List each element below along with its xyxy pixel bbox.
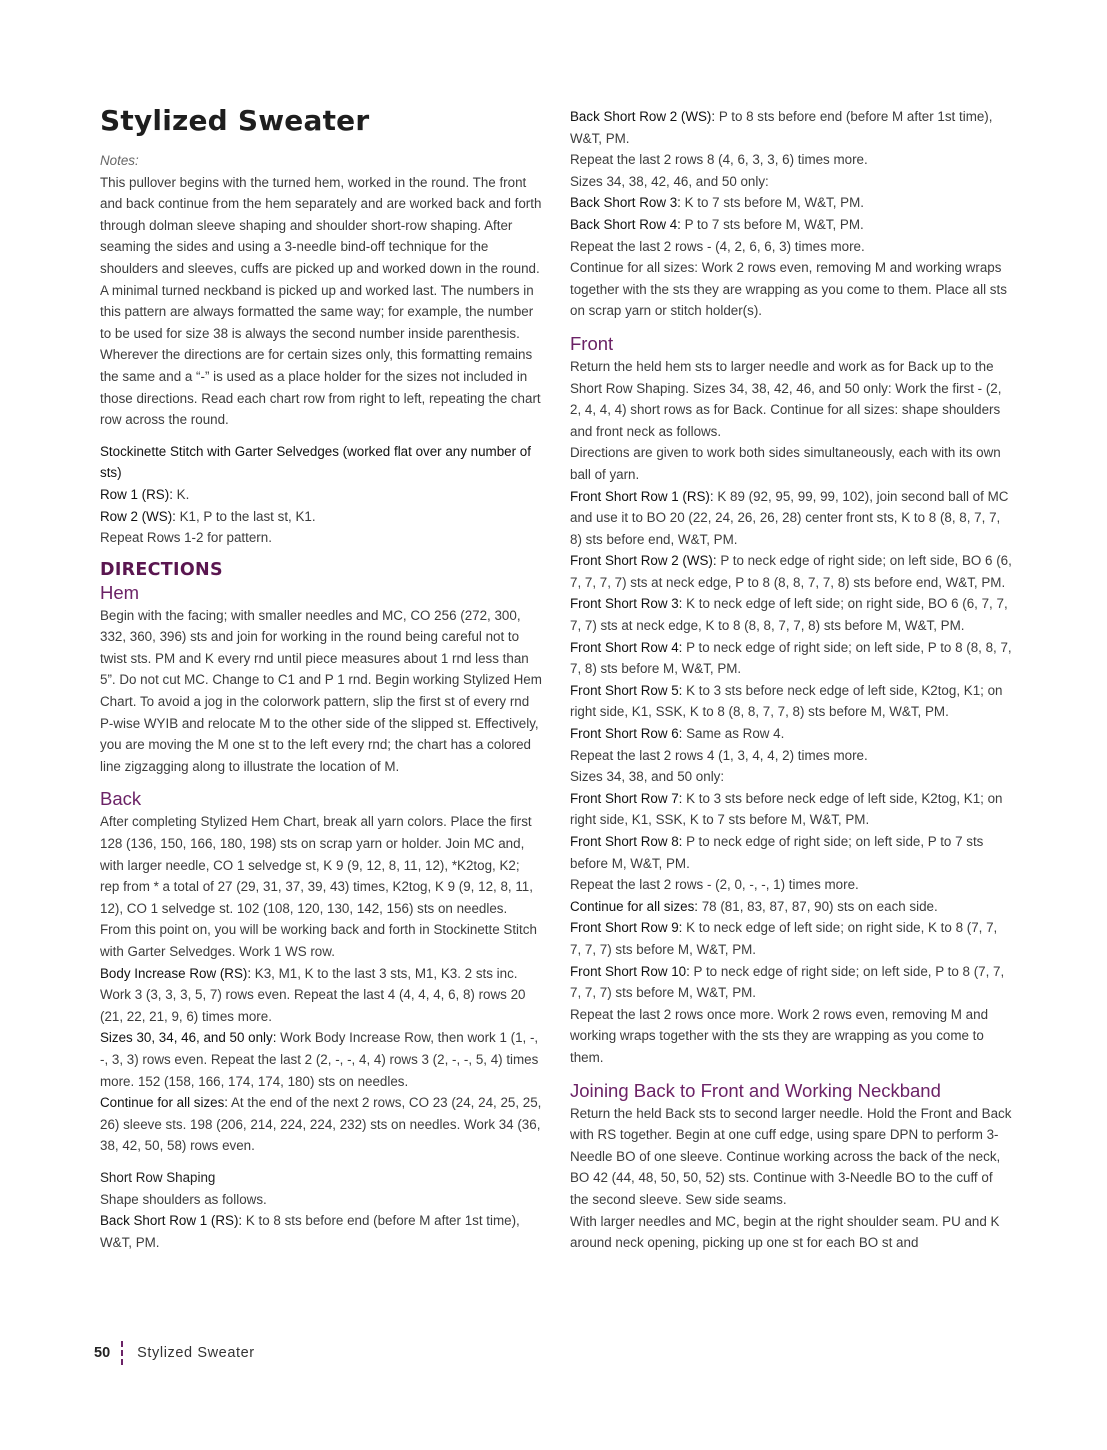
back-sizes: Sizes 30, 34, 46, and 50 only: Work Body Increase Row, then work 1 (1, -, -, 3, 3) rows even. Repeat the last 2 (2, -, -, 4, 4) rows 3 (2, -, -, 5, 4) times more. 152 (158, 166, 174, 174, 180) sts on needles.	[100, 1030, 539, 1089]
body-increase-row: Body Increase Row (RS): K3, M1, K to the last 3 sts, M1, K3. 2 sts inc. Work 3 (3, 3, 3, 5, 7) rows even. Repeat the last 4 (4, 4, 4, 6, 8) rows 20 (21, 22, 21, 9, 6) times more.	[100, 965, 526, 1024]
front-short-row-3: Front Short Row 3: K to neck edge of left side; on right side, BO 6 (6, 7, 7, 7, 7) sts at neck edge, K to 8 (8, 8, 7, 7, 8) sts before M, W&T, PM.	[570, 596, 1008, 634]
back-continue-2: Continue for all sizes: Work 2 rows even, removing M and working wraps together with the sts they are wrapping as you come to them. Place all sts on scrap yarn or stitch holder(s).	[570, 260, 1007, 319]
notes-label: Notes:	[100, 153, 139, 168]
left-column	[100, 150, 542, 1253]
notes-text: This pullover begins with the turned hem, worked in the round. The front and back continue from the hem separately and are worked back and forth through dolman sleeve shaping and shoulder short-row shaping. After seaming the sides and using a 3-needle bind-off technique for the shoulders and sleeves, cuffs are picked up and worked down in the round. A minimal turned neckband is picked up and worked last. The numbers in this pattern are always formatted the same way; for example, the number to be used for size 38 is always the second number inside parenthesis. Wherever the directions are for certain sizes only, this formatting remains the same and a “-” is used as a place holder for the sizes not included in those directions. Read each chart row from right to left, repeating the chart row across the round.	[100, 174, 542, 428]
front-short-row-9: Front Short Row 9: K to neck edge of left side; on right side, K to 8 (7, 7, 7, 7, 7) sts before M, W&T, PM.	[570, 920, 998, 957]
page-number: 50	[94, 1345, 111, 1361]
front-repeat-1: Repeat the last 2 rows 4 (1, 3, 4, 4, 2) times more.	[570, 747, 868, 763]
page-title: Stylized Sweater	[100, 104, 370, 137]
back-sizes-2: Sizes 34, 38, 42, 46, and 50 only:	[570, 173, 769, 189]
front-text-2: Directions are given to work both sides simultaneously, each with its own ball of yarn.	[570, 445, 1001, 482]
hem-text: Begin with the facing; with smaller needles and MC, CO 256 (272, 300, 332, 360, 396) sts and join for working in the round being careful not to twist sts. PM and K every rnd until piece measures about 1 rnd less than 5”. Do not cut MC. Change to C1 and P 1 rnd. Begin working Stylized Hem Chart. To avoid a jog in the colorwork pattern, slip the first st of every rnd P-wise WYIB and relocate M to the other side of the slipped st. Effectively, you are moving the M one st to the left every rnd; the chart has a colored line zigzagging along to illustrate the location of M.	[100, 607, 542, 774]
stitch-heading: Stockinette Stitch with Garter Selvedges (worked flat over any number of sts)	[100, 443, 531, 481]
back-short-row-2: Back Short Row 2 (WS): P to 8 sts before end (before M after 1st time), W&T, PM.	[570, 109, 993, 146]
front-short-row-2: Front Short Row 2 (WS): P to neck edge of right side; on left side, BO 6 (6, 7, 7, 7, 7) sts at neck edge, P to 8 (8, 8, 7, 7, 8) sts before end, W&T, PM.	[570, 553, 1012, 590]
front-short-row-1: Front Short Row 1 (RS): K 89 (92, 95, 99, 99, 102), join second ball of MC and use it to BO 20 (22, 24, 26, 26, 28) center front sts, K to 8 (8, 8, 7, 7, 8) sts before end, W&T, PM.	[570, 488, 1009, 547]
stitch-row2: Row 2 (WS): K1, P to the last st, K1.	[100, 508, 316, 524]
stitch-repeat: Repeat Rows 1-2 for pattern.	[100, 530, 272, 546]
front-short-row-6: Front Short Row 6: Same as Row 4.	[570, 726, 785, 742]
front-short-row-8: Front Short Row 8: P to neck edge of right side; on left side, P to 7 sts before M, W&T, PM.	[570, 834, 984, 871]
back-heading: Back	[100, 788, 142, 810]
back-short-row-3: Back Short Row 3: K to 7 sts before M, W&T, PM.	[570, 195, 864, 211]
front-short-row-4: Front Short Row 4: P to neck edge of right side; on left side, P to 8 (8, 8, 7, 7, 8) sts before M, W&T, PM.	[570, 639, 1012, 677]
back-text: After completing Stylized Hem Chart, break all yarn colors. Place the first 128 (136, 150, 166, 180, 198) sts on scrap yarn or holder. Join MC and, with larger needle, CO 1 selvedge st, K 9 (9, 12, 8, 11, 12), *K2tog, K2; rep from * a total of 27 (29, 31, 37, 39, 43) times, K2tog, K 9 (9, 12, 8, 11, 12), CO 1 selvedge st. 102 (108, 120, 130, 142, 156) sts on needles. From this point on, you will be working back and forth in Stockinette Stitch with Garter Selvedges. Work 1 WS row.	[100, 814, 537, 959]
front-heading: Front	[570, 332, 614, 354]
front-short-row-5: Front Short Row 5: K to 3 sts before neck edge of left side, K2tog, K1; on right side, K1, SSK, K to 8 (8, 8, 7, 7, 8) sts before M, W&T, PM.	[570, 682, 1003, 720]
right-column	[570, 106, 1012, 1254]
front-sizes: Sizes 34, 38, and 50 only:	[570, 769, 725, 785]
front-repeat-2: Repeat the last 2 rows - (2, 0, -, -, 1) times more.	[570, 877, 859, 893]
back-repeat-1: Repeat the last 2 rows 8 (4, 6, 3, 3, 6) times more.	[570, 152, 868, 168]
short-row-intro: Shape shoulders as follows.	[100, 1191, 267, 1207]
footer-divider	[121, 1341, 123, 1365]
short-row-heading: Short Row Shaping	[100, 1169, 216, 1185]
front-short-row-7: Front Short Row 7: K to 3 sts before neck edge of left side, K2tog, K1; on right side, K1, SSK, K to 7 sts before M, W&T, PM.	[570, 790, 1003, 828]
footer-title: Stylized Sweater	[137, 1345, 255, 1361]
front-text-1: Return the held hem sts to larger needle and work as for Back up to the Short Row Shaping. Sizes 34, 38, 42, 46, and 50 only: Work the first - (2, 2, 4, 4, 4) short rows as for Back. Continue for all sizes: shape shoulders and front neck as follows.	[570, 358, 1002, 439]
stitch-row1: Row 1 (RS): K.	[100, 486, 190, 502]
hem-heading: Hem	[100, 581, 140, 603]
joining-heading: Joining Back to Front and Working Neckband	[570, 1079, 941, 1101]
joining-text-1: Return the held Back sts to second larger needle. Hold the Front and Back with RS together. Begin at one cuff edge, using spare DPN to perform 3-Needle BO of one sleeve. Continue working across the back of the neck, BO 42 (44, 48, 50, 50, 52) sts. Continue with 3-Needle BO to the cuff of the second sleeve. Sew side seams.	[570, 1105, 1012, 1207]
directions-heading: DIRECTIONS	[100, 559, 223, 580]
front-repeat-3: Repeat the last 2 rows once more. Work 2 rows even, removing M and working wraps together with the sts they are wrapping as you come to them.	[570, 1006, 989, 1065]
front-continue: Continue for all sizes: 78 (81, 83, 87, 87, 90) sts on each side.	[570, 898, 938, 914]
back-continue: Continue for all sizes: At the end of the next 2 rows, CO 23 (24, 24, 25, 25, 26) sleeve sts. 198 (206, 214, 224, 224, 232) sts on needles. Work 34 (36, 38, 42, 50, 58) rows even.	[100, 1095, 542, 1154]
back-short-row-4: Back Short Row 4: P to 7 sts before M, W&T, PM.	[570, 216, 864, 232]
front-short-row-10: Front Short Row 10: P to neck edge of right side; on left side, P to 8 (7, 7, 7, 7, 7) sts before M, W&T, PM.	[570, 963, 1005, 1001]
page-footer	[94, 1340, 255, 1366]
back-repeat-2: Repeat the last 2 rows - (4, 2, 6, 6, 3) times more.	[570, 238, 865, 254]
back-short-row-1: Back Short Row 1 (RS): K to 8 sts before end (before M after 1st time), W&T, PM.	[100, 1213, 520, 1250]
joining-text-2: With larger needles and MC, begin at the right shoulder seam. PU and K around neck opening, picking up one st for each BO st and	[570, 1213, 1000, 1251]
